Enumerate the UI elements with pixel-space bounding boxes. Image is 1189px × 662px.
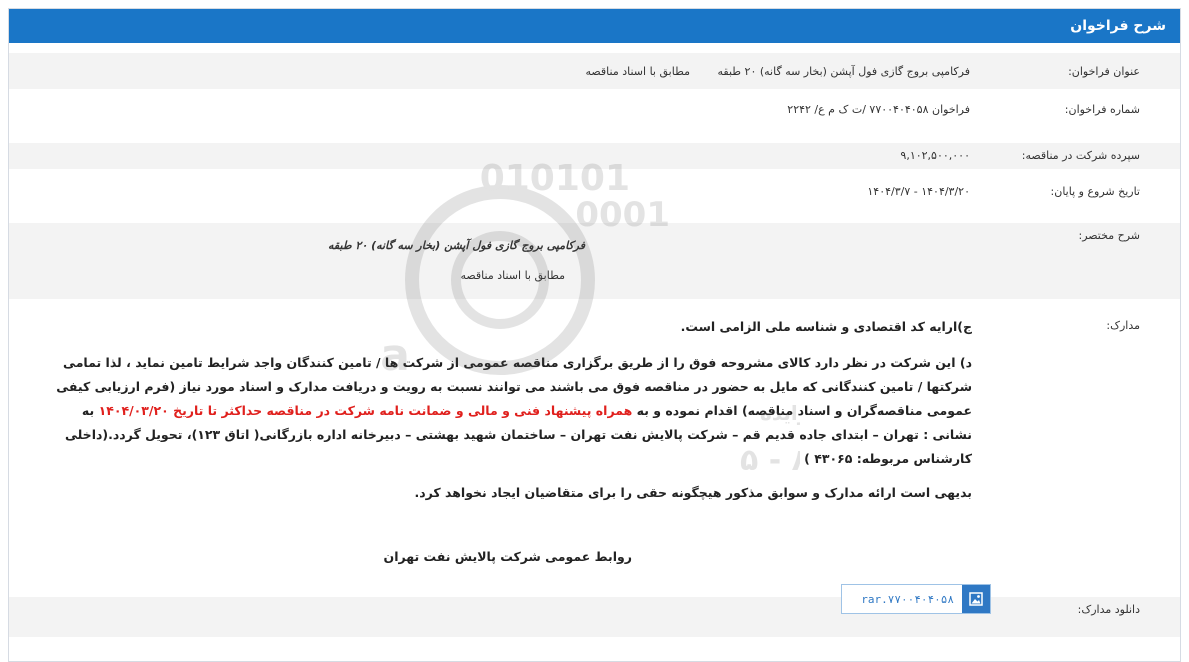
field-label-dates: تاریخ شروع و پایان: <box>1050 185 1140 198</box>
field-label-summary: شرح مختصر: <box>1078 229 1140 242</box>
docs-item-d-line4: نشانی : تهران – ابتدای جاده قدیم قم – شرکت پالایش نفت تهران – ساختمان شهید بهشتی – دبیرخانه اداره بازرگانی( اتاق ۱۲۳)، تحویل گردد.(داخلی <box>64 427 972 442</box>
field-value-number: فراخوان ۷۷۰۰۴۰۴۰۵۸ /ت ک م ع/ ۲۲۴۲ <box>787 103 970 116</box>
docs-note: بدیهی است ارائه مدارک و سوابق مذکور هیچگونه حقی را برای متقاضیان ایجاد نخواهد کرد. <box>414 485 972 500</box>
docs-deadline-highlight: همراه پیشنهاد فنی و مالی و ضمانت نامه شرکت در مناقصه حداکثر تا تاریخ ۱۴۰۴/۰۳/۲۰ <box>98 403 633 418</box>
announcement-panel <box>8 8 1181 662</box>
field-label-docs: مدارک: <box>1106 319 1140 332</box>
download-file-button[interactable] <box>841 584 991 614</box>
field-row-docs <box>9 299 1180 597</box>
field-label-deposit: سپرده شرکت در مناقصه: <box>1021 149 1140 162</box>
panel-title: شرح فراخوان <box>9 9 1180 43</box>
field-value-title-note: مطابق با اسناد مناقصه <box>585 65 690 78</box>
field-label-title: عنوان فراخوان: <box>1068 65 1140 78</box>
field-label-download: دانلود مدارک: <box>1077 603 1140 616</box>
download-file-name: rar.۷۷۰۰۴۰۴۰۵۸ <box>861 592 954 606</box>
field-row-title <box>9 53 1180 89</box>
field-value-dates: ۱۴۰۴/۳/۲۰ - ۱۴۰۴/۳/۷ <box>867 185 970 198</box>
docs-item-d-line2: شرکتها / تامین کنندگانی که مایل به حضور در مناقصه فوق می باشند می توانند نسبت به رویت و دریافت مدارک و اسناد مورد نیاز (فرم ارزیابی کیفی <box>56 379 972 394</box>
docs-item-d-line1: د) این شرکت در نظر دارد کالای مشروحه فوق را از طریق برگزاری مناقصه عمومی از شرکت ها / تامین کنندگان واجد شرایط تامین نماید ، لذا تمامی <box>63 355 972 370</box>
field-label-number: شماره فراخوان: <box>1064 103 1140 116</box>
image-file-icon <box>962 585 990 613</box>
docs-item-d-line5: کارشناس مربوطه: ۴۳۰۶۵ ) <box>804 451 972 466</box>
field-value-deposit: ۹,۱۰۲,۵۰۰,۰۰۰ <box>900 149 970 162</box>
field-row-deposit <box>9 143 1180 169</box>
field-row-dates <box>9 169 1180 223</box>
docs-line3-start: عمومی مناقصه‌گران و اسناد مناقصه) اقدام نموده و به <box>632 403 972 418</box>
field-row-number <box>9 89 1180 143</box>
summary-line-2: مطابق با اسناد مناقصه <box>460 269 565 282</box>
field-row-summary <box>9 223 1180 299</box>
docs-line3-end: به <box>81 403 99 418</box>
summary-line-1: فرکامپی بروج گازی فول آپشن (بخار سه گانه) ۲۰ طبقه <box>328 239 585 252</box>
docs-item-c: ج)ارایه کد اقتصادی و شناسه ملی الزامی است. <box>680 319 972 334</box>
field-value-title: فرکامپی بروج گازی فول آپشن (بخار سه گانه) ۲۰ طبقه <box>717 65 970 78</box>
field-row-download <box>9 597 1180 637</box>
docs-signature: روابط عمومی شرکت پالایش نفت تهران <box>383 549 632 564</box>
docs-item-d-line3 <box>12 399 972 423</box>
